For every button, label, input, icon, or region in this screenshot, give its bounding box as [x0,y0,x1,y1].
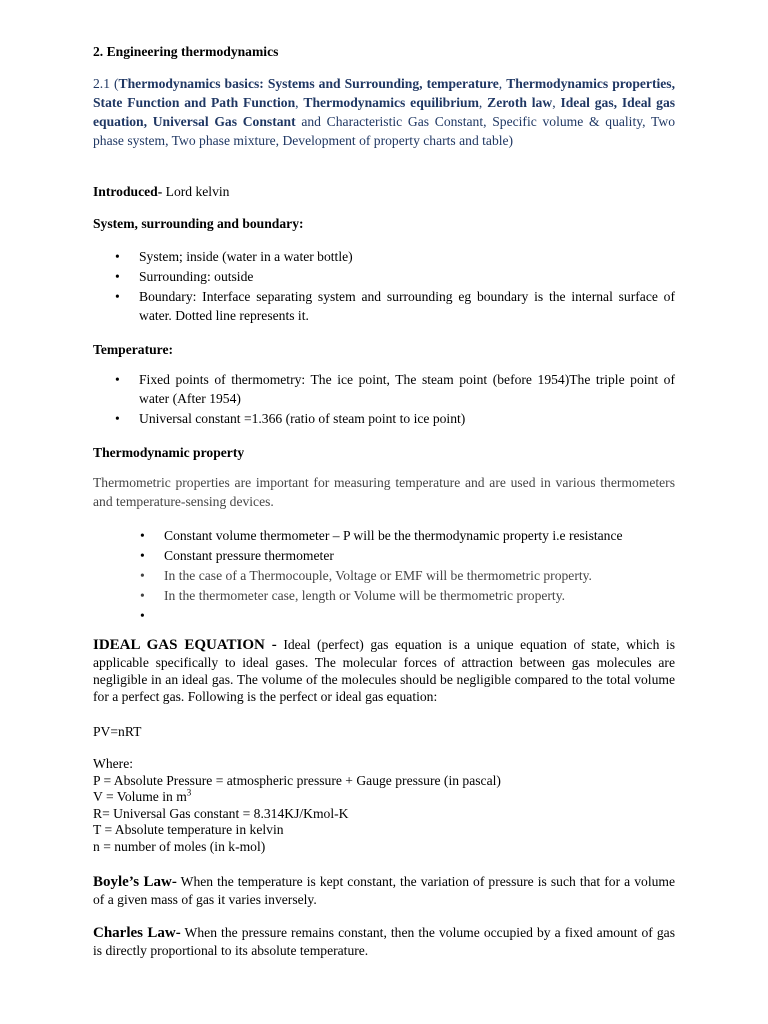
topic-sep: , [295,95,304,110]
boyles-law-title: Boyle’s Law- [93,874,177,890]
topic-equilibrium: Thermodynamics equilibrium [303,95,479,110]
list-item-text: In the thermometer case, length or Volume will be thermometric property. [164,588,566,603]
ideal-gas-equation: PV=nRT [93,724,142,739]
ideal-gas-paragraph [93,636,675,705]
definition-volume-text: V = Volume in m [93,789,187,804]
definition-volume [93,789,675,806]
list-item [115,247,675,266]
topic-zeroth-law: Zeroth law [487,95,553,110]
charles-law-text: When the pressure remains constant, then the volume occupied by a fixed amount of gas is directly proportional to its absolute temperature. [93,925,675,958]
topic-sep: , [478,95,488,110]
definition-moles: n = number of moles (in k-mol) [93,838,266,854]
definition-pressure: P = Absolute Pressure = atmospheric pressure + Gauge pressure (in pascal) [93,772,501,788]
list-item [140,526,675,545]
topic-sep: , [552,95,561,110]
list-item-text: Universal constant =1.366 (ratio of steam point to ice point) [139,411,466,426]
list-item [115,409,675,428]
volume-superscript: 3 [186,787,192,798]
bullet-icon: • [115,289,120,304]
bullet-icon: • [140,528,145,543]
where-label: Where: [93,756,133,771]
list-item [115,287,675,325]
list-item-text: Surrounding: outside [139,269,254,284]
property-list [140,526,675,623]
property-heading: Thermodynamic property [93,445,245,460]
bullet-icon: • [115,411,120,426]
topics-rest: and Characteristic Gas Constant, Specific volume & quality, Two phase system, Two phase mixture, Development of property charts and table) [93,114,675,148]
introduced-label: Introduced- [93,184,163,199]
list-item [140,546,675,565]
section-heading: 2. Engineering thermodynamics [93,44,279,59]
topic-properties: Thermodynamics properties, State Function and Path Function [93,76,675,110]
ideal-gas-title: IDEAL GAS EQUATION - [93,637,277,653]
variable-definitions [93,756,675,855]
list-item-text: System; inside (water in a water bottle) [139,249,353,264]
list-item [115,370,675,408]
charles-law-paragraph [93,924,675,959]
bullet-icon: • [115,372,120,387]
system-list [115,247,675,326]
list-item-text: Boundary: Interface separating system and surrounding eg boundary is the internal surface of water. Dotted line represents it. [139,289,675,323]
list-item [115,267,675,286]
topics-number: 2.1 ( [93,76,119,91]
temperature-list [115,370,675,429]
topic-sep: , [498,76,507,91]
bullet-icon: • [140,608,145,623]
system-heading: System, surrounding and boundary: [93,216,304,231]
bullet-icon: • [140,548,145,563]
topics-intro [93,74,675,150]
bullet-icon: • [140,568,145,583]
list-item-text: Fixed points of thermometry: The ice point, The steam point (before 1954)The triple point of water (After 1954) [139,372,675,406]
topic-ideal-gas: Ideal gas, Ideal gas equation, Universal Gas Constant [93,95,676,129]
definition-temperature: T = Absolute temperature in kelvin [93,822,284,837]
list-item [140,566,675,585]
list-item-text: Constant volume thermometer – P will be the thermodynamic property i.e resistance [164,528,623,543]
list-item [140,586,675,605]
temperature-heading: Temperature: [93,342,174,357]
ideal-gas-text: Ideal (perfect) gas equation is a unique equation of state, which is applicable specifically to ideal gases. The molecular forces of attraction between gas molecules are negligible in an ideal gas. The volume of the molecules should be negligible compared to the total volume for a perfect gas. Following is the perfect or ideal gas equation: [93,637,675,704]
introduced-value: Lord kelvin [162,184,230,199]
bullet-icon: • [115,249,120,264]
introduced-line [93,182,675,201]
boyles-law-paragraph [93,873,675,908]
list-item-text: In the case of a Thermocouple, Voltage or EMF will be thermometric property. [164,568,592,583]
boyles-law-text: When the temperature is kept constant, the variation of pressure is such that for a volume of a given mass of gas it varies inversely. [93,874,675,907]
list-item-text: Constant pressure thermometer [164,548,334,563]
bullet-icon: • [115,269,120,284]
topic-basics: Thermodynamics basics: Systems and Surrounding, temperature [118,76,499,91]
bullet-icon: • [140,588,145,603]
property-paragraph: Thermometric properties are important for measuring temperature and are used in various thermometers and temperature-sensing devices. [93,475,675,509]
charles-law-title: Charles Law- [93,925,181,941]
definition-gas-constant: R= Universal Gas constant = 8.314KJ/Kmol-K [93,805,349,821]
